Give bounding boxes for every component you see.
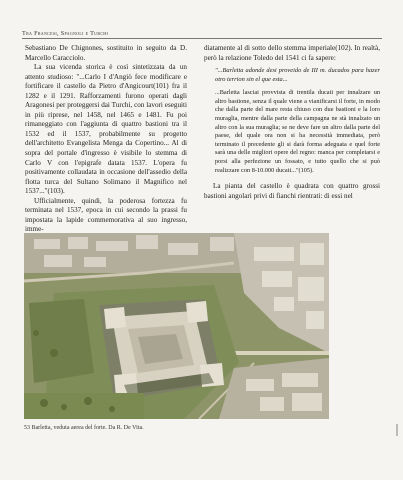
aerial-photo-castle bbox=[24, 233, 329, 419]
right-text-column bbox=[204, 44, 380, 201]
left-paragraph-2: La sua vicenda storica è così sintetizzata da un attento studioso: "...Carlo I d'Angiò fece modificare e fortificare il castello da Pietro d'Angicourt(101) fra il 1282 e il 1291. Rafforzamenti furono operati dagli Aragonesi per proteggersi dai Turchi, con lavori eseguiti in più riprese, nel 1458, nel 1465 e 1481. Fu poi rimaneggiato con l'aggiunta di quattro bastioni tra il 1532 ed il 1537, probabilmente su progetto dell'architetto Evangelista Menga da Copertino... Al di sopra del portale d'ingresso è visibile lo stemma di Carlo V con l'epigrafe datata 1537. L'opera fu positivamente collaudata in occasione dell'assedio della flotta turca del Sultano Solimano il Magnifico nel 1537..."(103). bbox=[25, 63, 187, 196]
left-text-column bbox=[25, 44, 187, 235]
aerial-photo-drawing bbox=[24, 233, 329, 419]
spanish-quote: "...Barletta adonde desi proveido de III m. ducados para hazer otro terrion sin el que esta... bbox=[215, 67, 380, 83]
left-paragraph-1: Sebastiano De Chignones, sostituito in seguito da D. Marcello Caracciolo. bbox=[25, 44, 187, 62]
right-paragraph-after-quote: La pianta del castello è quadrata con quattro grossi bastioni angolari privi di fianchi rientrati: di essi nel bbox=[204, 182, 380, 200]
left-paragraph-3: Ufficialmente, quindi, la poderosa fortezza fu terminata nel 1537, epoca in cui secondo la prassi fu impostata la lapide commemorativa al suo ingresso, imme- bbox=[25, 196, 187, 234]
header-rule bbox=[22, 38, 382, 39]
italian-quote: ...Barletta lasciai provvista di trentila ducati per innalzare un altro bastione, senza il quale viene a vianificarsi il forte, in modo che dalla parte del mare resta chiuso con due bastioni e la loro muraglia, mentre dalla parte della campagna ne stà innalzato un altro con la sua muraglia; se ne deve fare un altro dalla parte del paese, del quale ora non si ha necessità immediata, però terminato il precedente gli si darà forma adeguata e quel forte sarà una delle migliori opere del regno: manca per completarsi e porsi alla perfezione un fossato, e tutto quello che si può realizzare con 8-10.000 ducati..."(105). bbox=[215, 89, 380, 174]
right-intro-paragraph: diatamente al di sotto dello stemma imperiale(102). In realtà, però la relazione Toledo del 1541 ci fa sapere: bbox=[204, 44, 380, 62]
page-edge-marker bbox=[396, 424, 398, 436]
figure-caption: 53 Barletta, veduta aerea del forte. Da R. De Vita. bbox=[24, 425, 144, 431]
running-header: Tra Francesi, Spagnoli e Turchi bbox=[22, 30, 109, 37]
